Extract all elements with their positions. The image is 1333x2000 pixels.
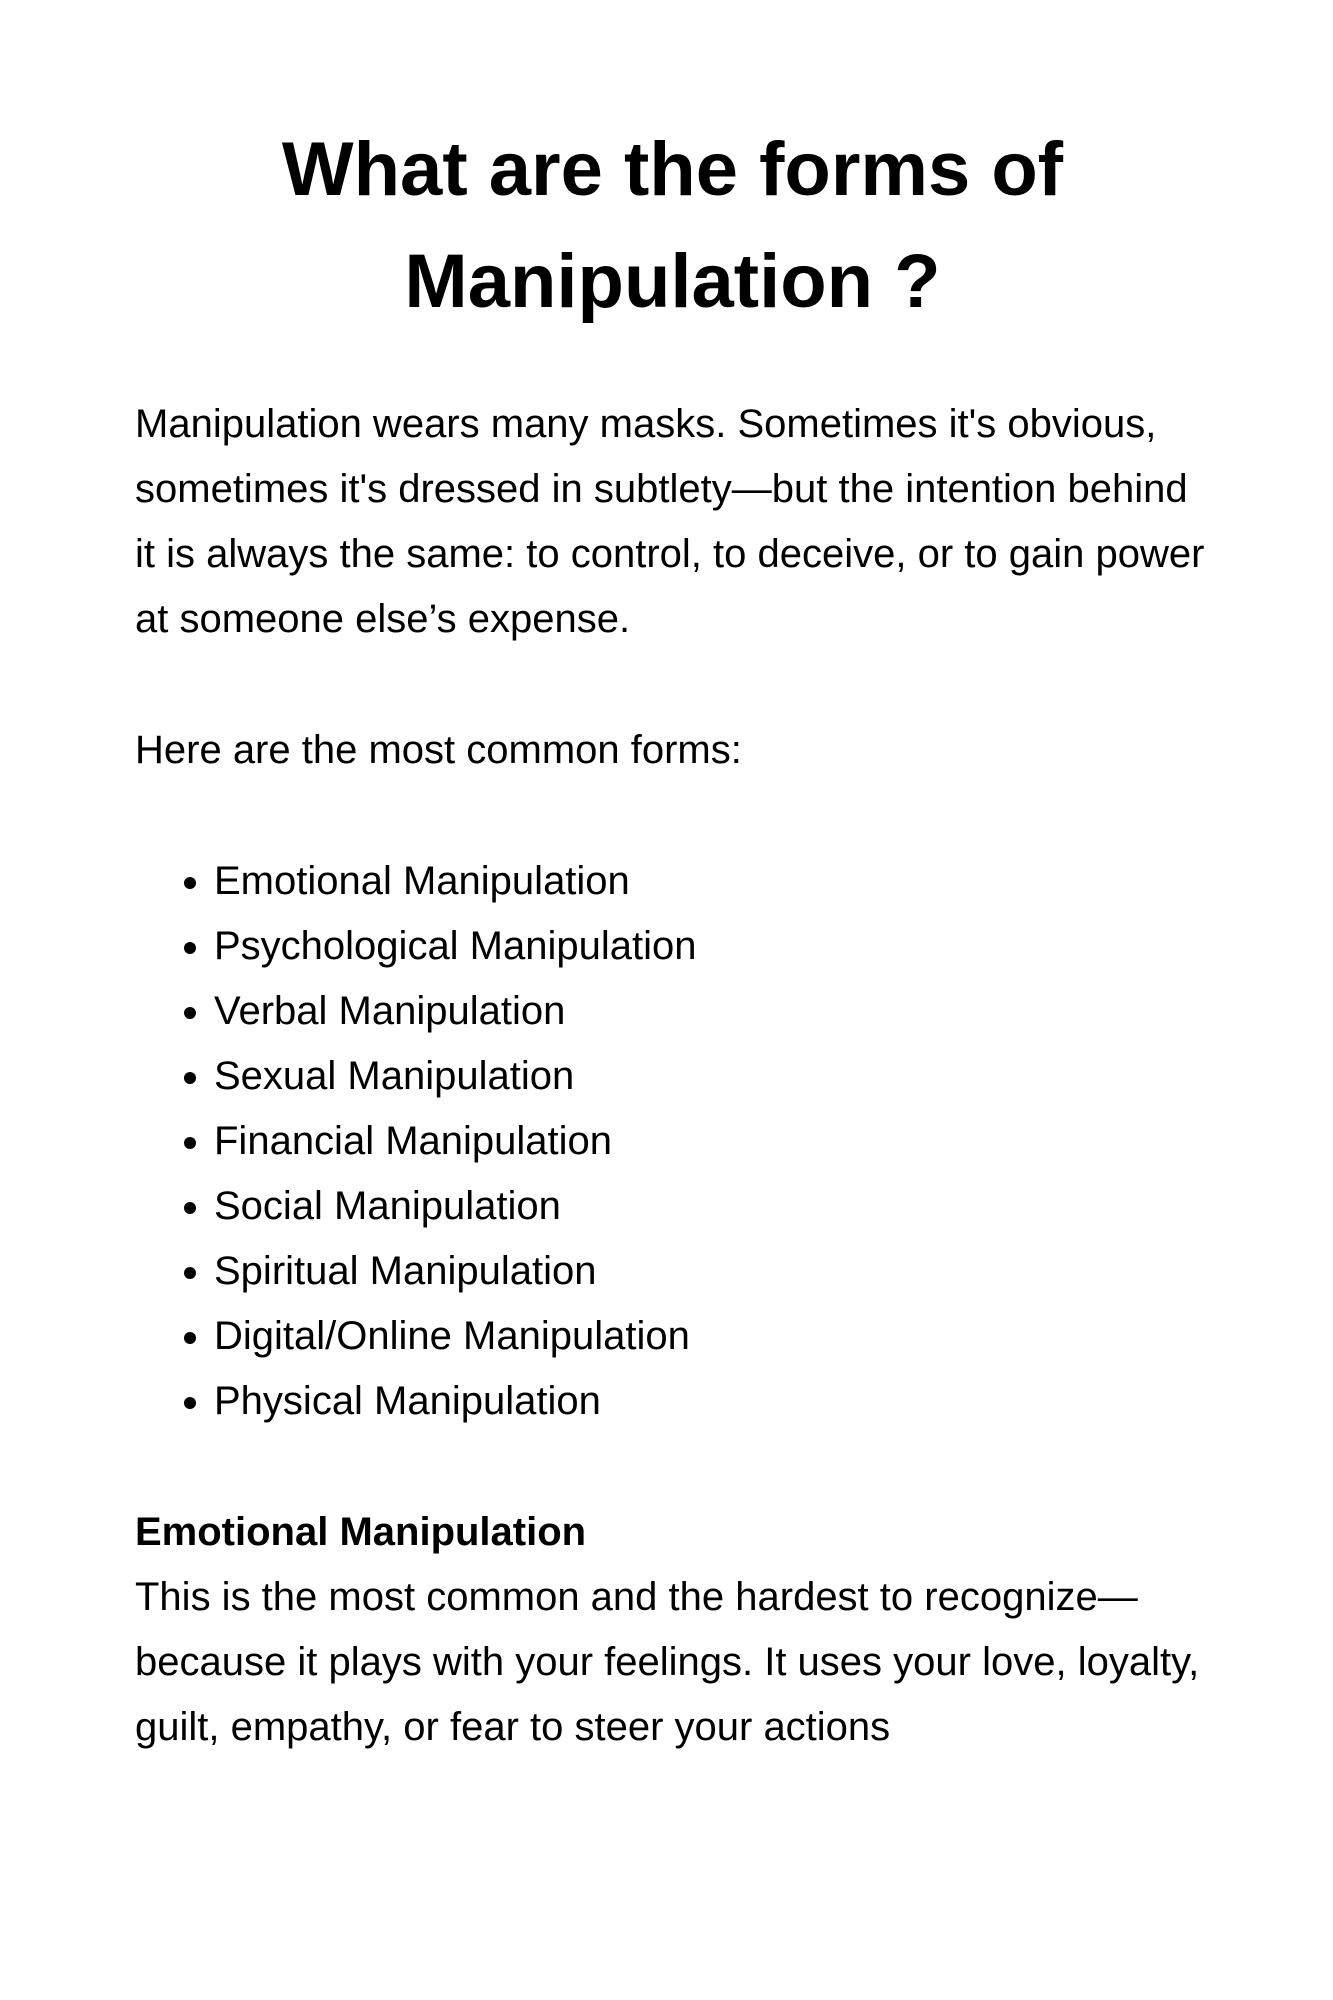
intro-paragraph: Manipulation wears many masks. Sometimes it's obvious, sometimes it's dressed in subtlety—but the intention behind it is always the same: to control, to deceive, or to gain power at someone else’s expense.: [135, 402, 1205, 641]
list-item: • Verbal Manipulation: [214, 979, 1210, 1044]
list-item: • Emotional Manipulation: [214, 849, 1210, 914]
forms-list: [135, 849, 1210, 1434]
section-body: This is the most common and the hardest to recognize—because it plays with your feelings. It uses your love, loyalty, guilt, empathy, or fear to steer your actions: [135, 1575, 1200, 1749]
section-heading: Emotional Manipulation: [135, 1510, 587, 1554]
list-item: • Social Manipulation: [214, 1174, 1210, 1239]
list-item: • Sexual Manipulation: [214, 1044, 1210, 1109]
page-title: What are the forms of Manipulation ?: [281, 127, 1064, 324]
list-item: • Physical Manipulation: [214, 1369, 1210, 1434]
list-item: • Digital/Online Manipulation: [214, 1304, 1210, 1369]
list-lead: Here are the most common forms:: [135, 728, 742, 772]
document: [135, 114, 1210, 1760]
list-item: • Psychological Manipulation: [214, 914, 1210, 979]
list-item: • Financial Manipulation: [214, 1109, 1210, 1174]
list-item: • Spiritual Manipulation: [214, 1239, 1210, 1304]
